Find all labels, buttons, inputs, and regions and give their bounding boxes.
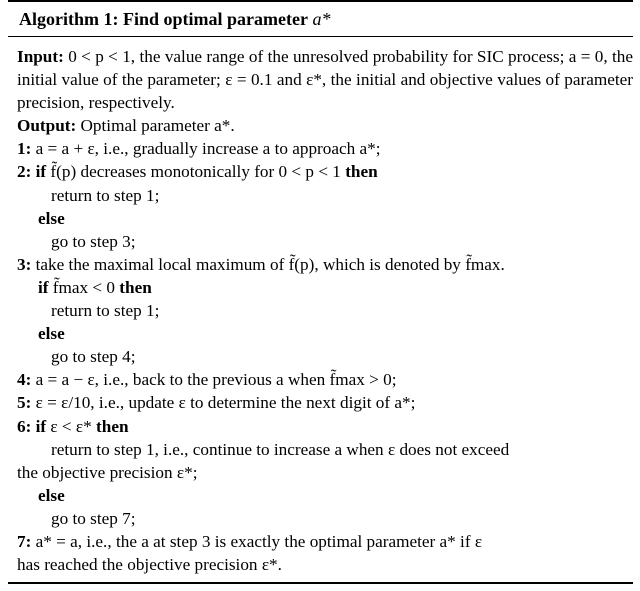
step-3 bbox=[17, 253, 633, 276]
step-3-if-line bbox=[17, 276, 633, 299]
step-3-else-keyword: else bbox=[38, 324, 65, 344]
step-3-condition: f̃max < 0 bbox=[52, 277, 115, 297]
step-3-else-text: go to step 4; bbox=[51, 347, 136, 367]
step-3-then-keyword: then bbox=[119, 277, 152, 297]
step-3-then-text: return to step 1; bbox=[51, 301, 160, 321]
step-7-text-a: a* = a, i.e., the a at step 3 is exactly the optimal parameter a* if ε bbox=[35, 531, 483, 551]
step-5-number: 5: bbox=[17, 393, 32, 413]
algorithm-title-text: Find optimal parameter bbox=[122, 9, 308, 29]
step-6-else-keyword: else bbox=[38, 485, 65, 505]
step-3-text: take the maximal local maximum of f̃(p), which is denoted by f̃max. bbox=[35, 254, 505, 274]
step-6-number: 6: bbox=[17, 416, 32, 436]
step-1-number: 1: bbox=[17, 139, 32, 159]
step-2-number: 2: bbox=[17, 162, 32, 182]
algorithm-title-label: Algorithm 1: bbox=[19, 9, 119, 29]
algorithm-title-math: a* bbox=[312, 9, 331, 29]
step-2-if-keyword: if bbox=[35, 162, 47, 182]
output-label: Output: bbox=[17, 116, 77, 136]
step-3-if-keyword: if bbox=[38, 277, 49, 297]
step-4-text: a = a − ε, i.e., back to the previous a when f̃max > 0; bbox=[35, 370, 397, 390]
step-6-else-text: go to step 7; bbox=[51, 508, 136, 528]
step-7-number: 7: bbox=[17, 531, 32, 551]
bottom-rule bbox=[8, 582, 633, 584]
step-1 bbox=[17, 137, 633, 160]
step-2-else-text: go to step 3; bbox=[51, 231, 136, 251]
step-6-then-text-b: the objective precision ε*; bbox=[17, 462, 198, 482]
step-2-then-keyword: then bbox=[345, 162, 378, 182]
step-4 bbox=[17, 368, 633, 391]
step-6-then-keyword: then bbox=[96, 416, 129, 436]
step-5 bbox=[17, 391, 633, 414]
input-label: Input: bbox=[17, 47, 64, 66]
step-2-condition: f̃(p) decreases monotonically for 0 < p < 1 bbox=[50, 162, 341, 182]
algorithm-box bbox=[8, 0, 633, 584]
step-4-number: 4: bbox=[17, 370, 32, 390]
algorithm-title bbox=[8, 2, 633, 36]
step-6-condition: ε < ε* bbox=[50, 416, 92, 436]
step-1-text: a = a + ε, i.e., gradually increase a to approach a*; bbox=[35, 139, 381, 159]
step-7-text-b: has reached the objective precision ε*. bbox=[17, 555, 282, 575]
step-5-text: ε = ε/10, i.e., update ε to determine the next digit of a*; bbox=[35, 393, 416, 413]
step-2-else-keyword: else bbox=[38, 208, 65, 228]
input-text: 0 < p < 1, the value range of the unresolved probability for SIC process; a = 0, the initial value of the parameter; ε = 0.1 and ε*, the initial and objective values of parameter precision, respectively. bbox=[17, 47, 634, 113]
input-line bbox=[17, 45, 633, 114]
step-6-then-text-a: return to step 1, i.e., continue to increase a when ε does not exceed bbox=[51, 439, 510, 459]
step-3-number: 3: bbox=[17, 254, 32, 274]
algorithm-body bbox=[8, 37, 633, 576]
step-7 bbox=[17, 530, 633, 553]
step-2 bbox=[17, 160, 633, 183]
step-6-if-keyword: if bbox=[35, 416, 47, 436]
step-2-then-text: return to step 1; bbox=[51, 185, 160, 205]
step-6 bbox=[17, 415, 633, 438]
output-line bbox=[17, 114, 633, 137]
output-text: Optimal parameter a*. bbox=[80, 116, 235, 136]
